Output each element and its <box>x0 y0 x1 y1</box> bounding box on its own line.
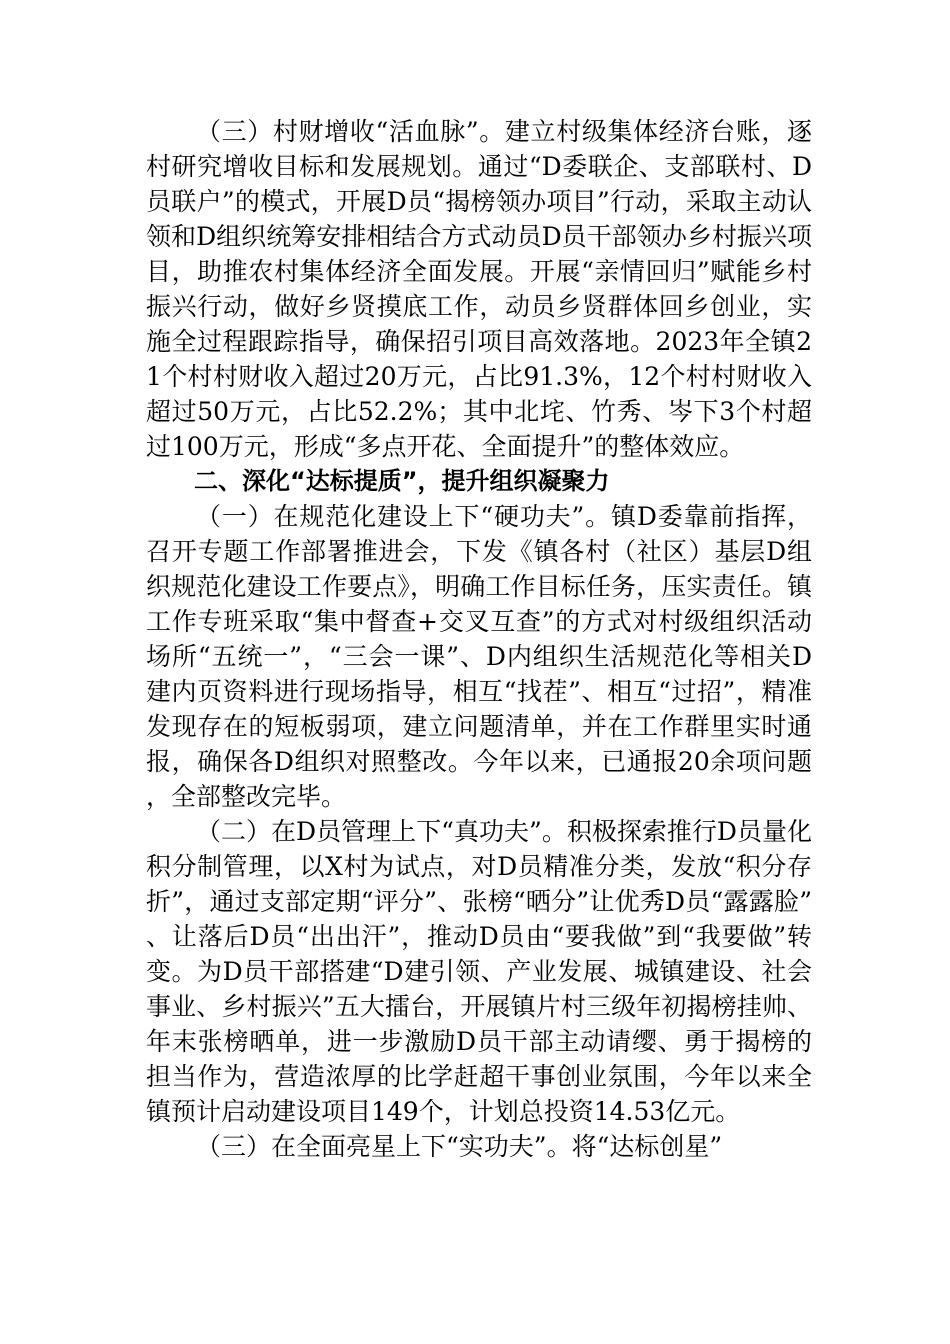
paragraph-standardization: （一）在规范化建设上下“硬功夫”。镇D委靠前指挥，召开专题工作部署推进会，下发《镇各村（社区）基层D组织规范化建设工作要点》，明确工作目标任务，压实责任。镇工作专班采取“集中督查+交叉互查”的方式对村级组织活动场所“五统一”，“三会一课”、D内组织生活规范化等相关D建内页资料进行现场指导，相互“找茬”、相互“过招”，精准发现存在的短板弱项，建立问题清单，并在工作群里实时通报，确保各D组织对照整改。今年以来，已通报20余项问题，全部整改完毕。 <box>146 502 812 811</box>
paragraph-village-income: （三）村财增收“活血脉”。建立村级集体经济台账，逐村研究增收目标和发展规划。通过“D委联企、支部联村、D员联户”的模式，开展D员“揭榜领办项目”行动，采取主动认领和D组织统筹安排相结合方式动员D员干部领办乡村振兴项目，助推农村集体经济全面发展。开展“亲情回归”赋能乡村振兴行动，做好乡贤摸底工作，动员乡贤群体回乡创业，实施全过程跟踪指导，确保招引项目高效落地。2023年全镇21个村村财收入超过20万元，占比91.3%，12个村村财收入超过50万元，占比52.2%；其中北垞、竹秀、岑下3个村超过100万元，形成“多点开花、全面提升”的整体效应。 <box>146 117 812 461</box>
paragraph-star-rating: （三）在全面亮星上下“实功夫”。将“达标创星” <box>196 1132 723 1161</box>
paragraph-member-management: （二）在D员管理上下“真功夫”。积极探索推行D员量化积分制管理，以X村为试点，对D员精准分类，发放“积分存折”，通过支部定期“评分”、张榜“晒分”让优秀D员“露露脸”、让落后D员“出出汗”，推动D员由“要我做”到“我要做”转变。为D员干部搭建“D建引领、产业发展、城镇建设、社会事业、乡村振兴”五大擂台，开展镇片村三级年初揭榜挂帅、年末张榜晒单，进一步激励D员干部主动请缨、勇于揭榜的担当作为，营造浓厚的比学赶超干事创业氛围，今年以来全镇预计启动建设项目149个，计划总投资14.53亿元。 <box>146 817 812 1126</box>
section-heading-2: 二、深化“达标提质”，提升组织凝聚力 <box>194 467 610 495</box>
document-body <box>146 114 812 1164</box>
